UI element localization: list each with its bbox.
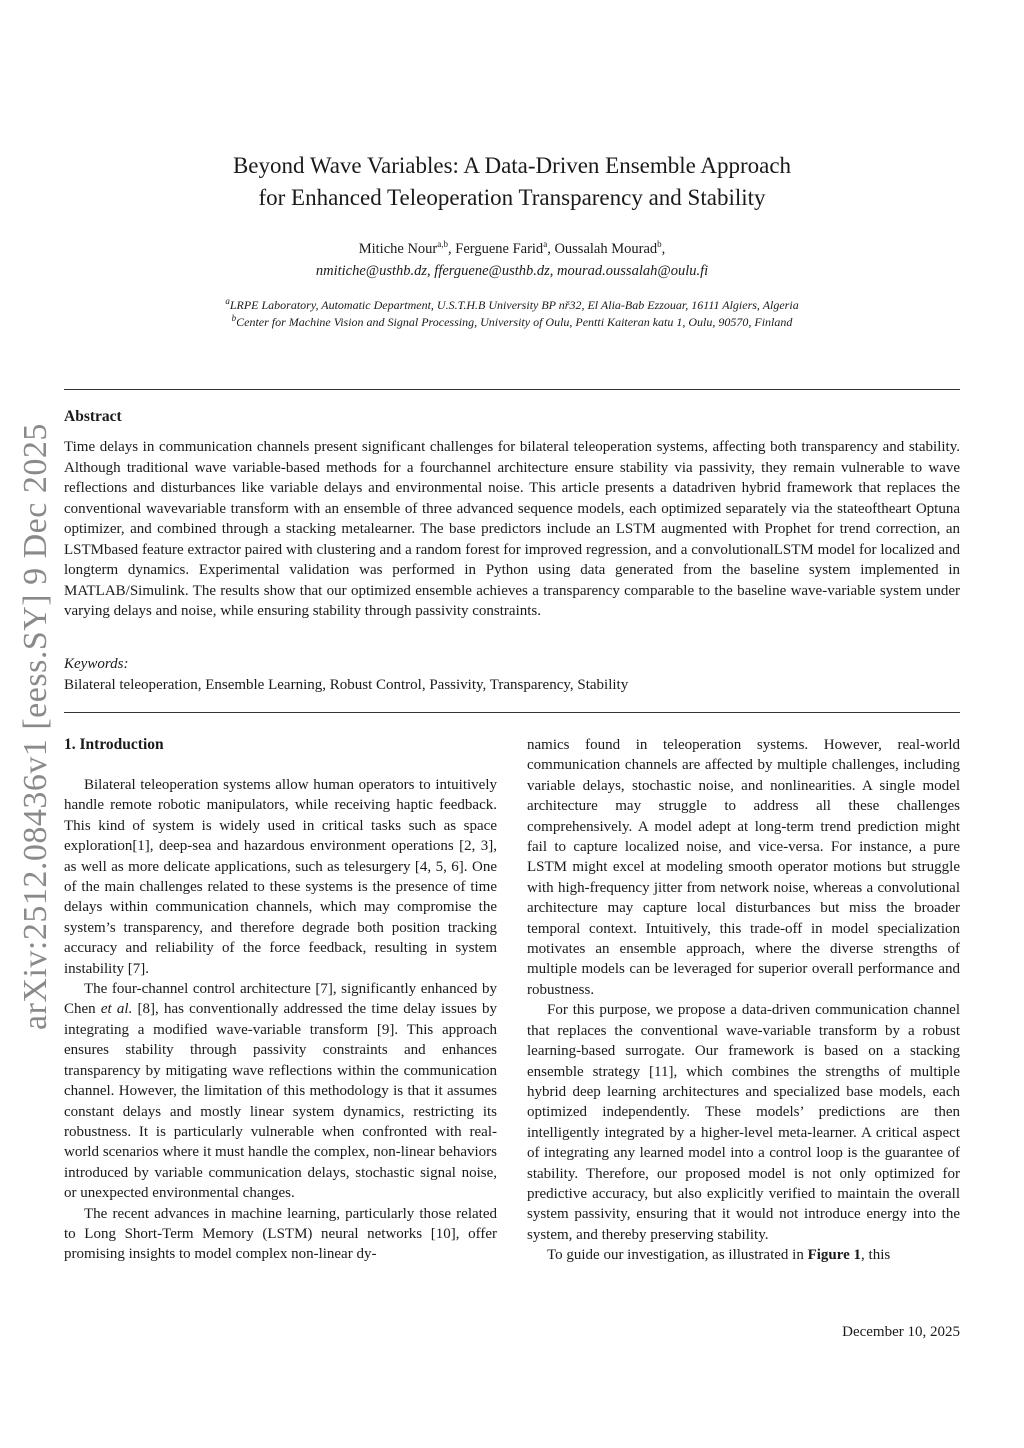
- title-line-2: for Enhanced Teleoperation Transparency and Stability: [258, 185, 766, 210]
- section-heading-introduction: 1. Introduction: [64, 736, 164, 753]
- paragraph-text: , this: [861, 1247, 891, 1264]
- affiliations: [0, 297, 1024, 331]
- paragraph: namics found in teleoperation systems. However, real-world communication channels are affected by multiple challenges, including variable delays, stochastic noise, and nonlinearities. A single model architecture may struggle to address all these challenges comprehensively. A model adept at long-term trend prediction might fail to capture localized noise, and vice-versa. For instance, a pure LSTM might excel at modeling smooth operator motions but struggle with high-frequency jitter from network noise, whereas a convolutional architecture may capture local disturbances but miss the broader temporal context. Intuitively, this trade-off in model specialization motivates an ensemble approach, where the diverse strengths of multiple models can be leveraged for superior overall performance and robustness.: [527, 737, 960, 998]
- keywords-text: Bilateral teleoperation, Ensemble Learning, Robust Control, Passivity, Transparency, Stability: [64, 677, 629, 693]
- affiliation-b: [0, 314, 1024, 331]
- top-divider: [64, 389, 960, 390]
- affiliation-a: [0, 297, 1024, 314]
- author-affil-mark: a,b: [437, 239, 449, 250]
- author-name: Mitiche Nour: [358, 241, 438, 257]
- paragraph: [527, 1245, 960, 1265]
- affiliation-b-text: Center for Machine Vision and Signal Processing, University of Oulu, Pentti Kaiteran katu 1, Oulu, 90570, Finland: [236, 315, 793, 329]
- arxiv-sidebar-stamp: arXiv:2512.08436v1 [eess.SY] 9 Dec 2025: [17, 423, 54, 1030]
- author-name: Oussalah Mourad: [554, 241, 658, 257]
- right-column: [527, 735, 960, 1266]
- author-name: Ferguene Farid: [455, 241, 544, 257]
- abstract-text: Time delays in communication channels present significant challenges for bilateral teleoperation systems, affecting both transparency and stability. Although traditional wave variable-based methods for a fourchannel architecture ensure stability via passivity, they remain vulnerable to wave reflections and disturbances like variable delays and environmental noise. This article presents a datadriven hybrid framework that replaces the conventional wavevariable transform with an ensemble of three advanced sequence models, each optimized separately via the stateoftheart Optuna optimizer, and combined through a stacking metalearner. The base predictors include an LSTM augmented with Prophet for trend correction, an LSTMbased feature extractor paired with clustering and a random forest for improved regression, and a convolutionalLSTM model for localized and longterm dynamics. Experimental validation was performed in Python using data generated from the baseline system implemented in MATLAB/Simulink. The results show that our optimized ensemble achieves a transparency comparable to the baseline wave-variable system under varying delays and noise, while ensuring stability through passivity constraints.: [64, 439, 960, 619]
- paragraph: For this purpose, we propose a data-driven communication channel that replaces the conventional wave-variable transform by a robust learning-based surrogate. Our framework is based on a stacking ensemble strategy [11], which combines the strengths of multiple hybrid deep learning architectures and specialized base models, each optimized independently. These models’ predictions are then intelligently integrated by a higher-level meta-learner. A critical aspect of integrating any learned model into a control loop is the guarantee of stability. Therefore, our proposed model is not only optimized for predictive accuracy, but also explicitly verified to maintain the overall system passivity, ensuring that it would not introduce energy into the system, and thereby preserving stability.: [527, 1002, 960, 1243]
- figure-reference: Figure 1: [807, 1247, 862, 1264]
- author-emails: nmitiche@usthb.dz, fferguene@usthb.dz, mourad.oussalah@oulu.fi: [315, 263, 709, 279]
- paragraph-text: [8], has conventionally addressed the time delay issues by integrating a modified wave-variable transform [9]. This approach ensures stability through passivity constraints and enhances transparency by mitigating wave reflections within the communication channel. However, the limitation of this methodology is that it assumes constant delays and mostly linear system dynamics, restricting its robustness. It is particularly vulnerable when confronted with real-world scenarios where it must handle the complex, non-linear behaviors introduced by variable communication delays, stochastic signal noise, or unexpected environmental changes.: [64, 1001, 497, 1202]
- paragraph: Bilateral teleoperation systems allow human operators to intuitively handle remote robotic manipulators, while receiving haptic feedback. This kind of system is widely used in critical tasks such as space exploration[1], deep-sea and hazardous environment operations [2, 3], as well as more delicate applications, such as telesurgery [4, 5, 6]. One of the main challenges related to these systems is the presence of time delays within communication channels, which may compromise the system’s transparency, and therefore degrade both position tracking accuracy and reliability of the force feedback, resulting in system instability [7].: [64, 777, 497, 977]
- affil-mark-a: a: [225, 296, 230, 306]
- author-block: [0, 238, 1024, 282]
- author-affil-mark: a: [543, 239, 548, 250]
- title-line-1: Beyond Wave Variables: A Data-Driven Ensemble Approach: [232, 153, 792, 178]
- italic-text: et al.: [100, 1001, 133, 1018]
- affiliation-a-text: LRPE Laboratory, Automatic Department, U.S.T.H.B University BP nř32, El Alia-Bab Ezzouar, 16111 Algiers, Algeria: [229, 298, 799, 312]
- author-list: Mitiche Nour$^{a,b}$, Ferguene Farid$^a$, Oussalah Mourad$^b$,: [358, 239, 666, 257]
- paragraph: The recent advances in machine learning, particularly those related to Long Short-Term Memory (LSTM) neural networks [10], offer promising insights to model complex non-linear dy-: [64, 1205, 497, 1263]
- author-affil-mark: b: [657, 239, 662, 250]
- affil-mark-b: b: [231, 313, 237, 323]
- paragraph-text: The four-channel control architecture [7], significantly enhanced by Chen: [64, 981, 497, 1018]
- bottom-divider: [64, 712, 960, 713]
- abstract-heading: Abstract: [64, 408, 122, 425]
- left-column: [64, 775, 497, 1265]
- paragraph-text: To guide our investigation, as illustrated in: [547, 1247, 808, 1264]
- paper-title: [0, 150, 1024, 214]
- paragraph: [64, 979, 497, 1203]
- footer-date: December 10, 2025: [842, 1324, 960, 1340]
- keywords-heading: Keywords:: [64, 656, 129, 672]
